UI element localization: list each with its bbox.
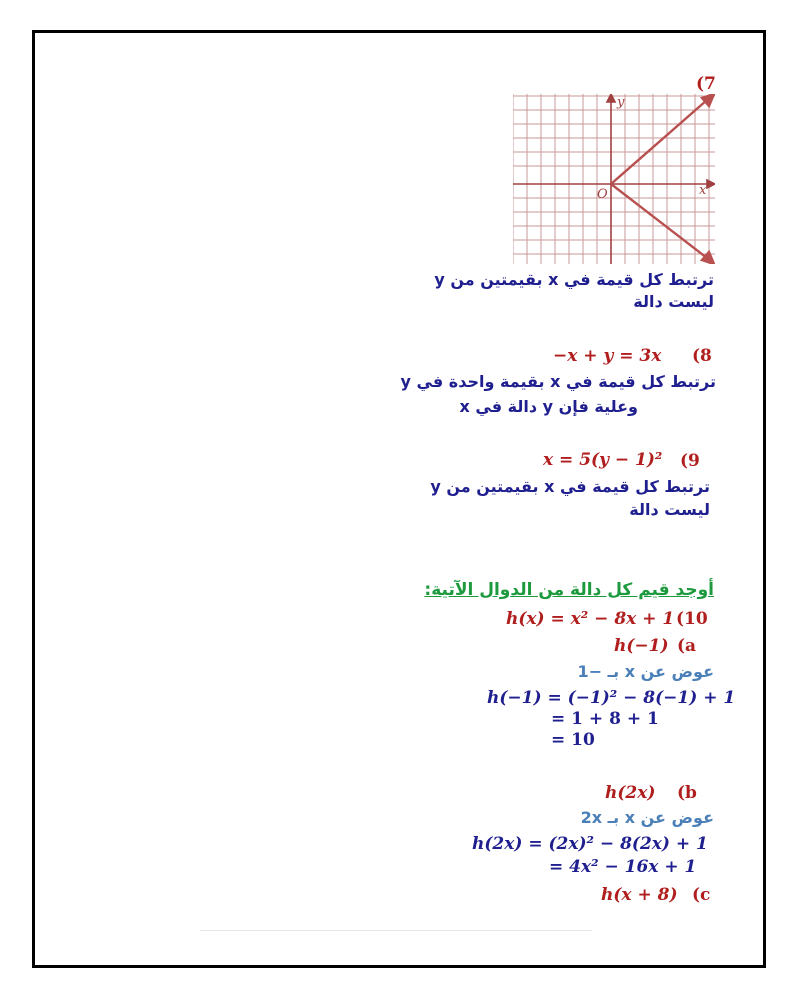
bottom-strip [200,930,592,961]
problem-8-answer-1: ترتبط كل قيمة في x بقيمة واحدة في y [400,372,716,391]
problem-9-answer-1: ترتبط كل قيمة في x بقيمتين من y [430,477,710,496]
problem-8-number: (8 [692,346,712,366]
part-a-step-3: = 10 [551,730,595,750]
part-a-expr: h(−1) [614,636,669,656]
problem-8-answer-2: وعلية فإن y دالة في x [459,397,638,416]
part-b-substitute: عوض عن x بـ 2x [580,808,714,827]
problem-9-number: (9 [680,451,700,471]
part-a-step-2: = 1 + 8 + 1 [551,709,659,729]
part-c-label: (c [692,885,711,905]
section-heading: أوجد قيم كل دالة من الدوال الآتية: [424,580,714,600]
part-b-step-2: = 4x² − 16x + 1 [549,857,697,877]
problem-10-function: h(x) = x² − 8x + 1 [506,609,675,629]
part-a-step-1: h(−1) = (−1)² − 8(−1) + 1 [487,688,736,708]
origin-label: O [597,187,608,202]
x-axis-label: x [699,183,707,198]
part-b-step-1: h(2x) = (2x)² − 8(2x) + 1 [472,834,708,854]
part-b-label: (b [677,783,697,803]
problem-7-number: (7 [696,74,716,94]
problem-7-answer-1: ترتبط كل قيمة في x بقيمتين من y [434,270,714,289]
problem-10-number: (10 [676,609,708,629]
problem-8-equation: −x + y = 3x [553,346,662,366]
x-axis-arrow [707,180,715,188]
problem-7-graph [513,94,715,264]
y-axis-arrow [607,94,615,102]
part-c-expr: h(x + 8) [601,885,678,905]
problem-9-answer-2: ليست دالة [629,500,710,519]
part-a-substitute: عوض عن x بـ −1 [577,662,714,681]
problem-7-answer-2: ليست دالة [633,292,714,311]
part-a-label: (a [677,636,697,656]
y-axis-label: y [617,95,625,110]
part-b-expr: h(2x) [605,783,656,803]
problem-9-equation: x = 5(y − 1)² [543,450,663,470]
